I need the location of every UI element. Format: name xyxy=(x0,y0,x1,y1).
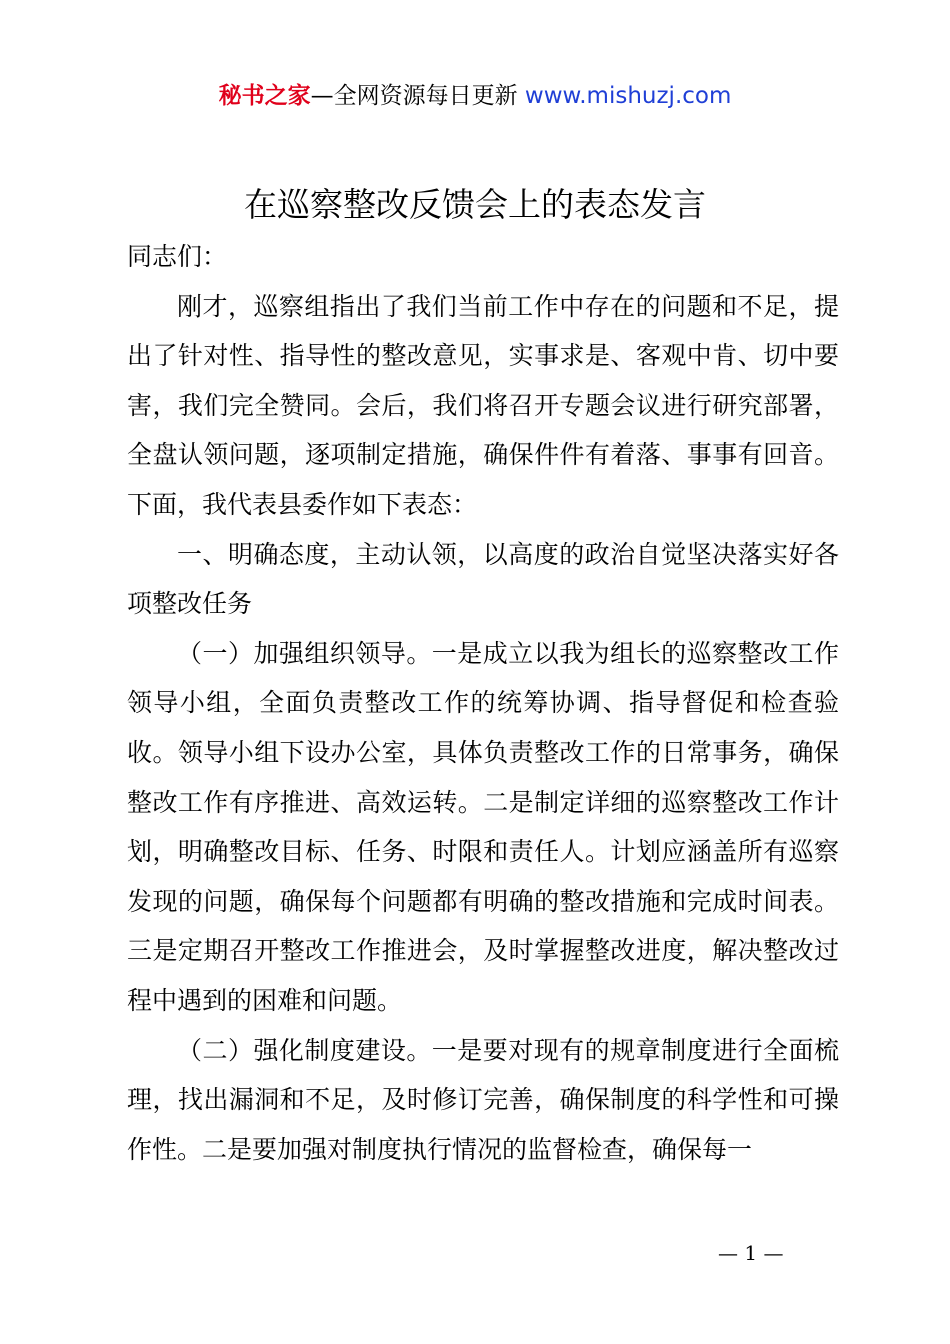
section-heading-1: 一、明确态度，主动认领，以高度的政治自觉坚决落实好各项整改任务 xyxy=(127,539,839,619)
header-url: www.mishuzj.com xyxy=(524,83,732,109)
header-tagline: —全网资源每日更新 xyxy=(310,83,525,109)
salutation: 同志们： xyxy=(127,242,228,271)
paragraph-institution: （二）强化制度建设。一是要对现有的规章制度进行全面梳理，找出漏洞和不足，及时修订完善，确保制度的科学性和可操作性。二是要加强对制度执行情况的监督检查，确保每一 xyxy=(127,1035,839,1164)
paragraph-intro: 刚才，巡察组指出了我们当前工作中存在的问题和不足，提出了针对性、指导性的整改意见，实事求是、客观中肯、切中要害，我们完全赞同。会后，我们将召开专题会议进行研究部署，全盘认领问题，逐项制定措施，确保件件有着落、事事有回音。下面，我代表县委作如下表态： xyxy=(127,291,839,519)
paragraph-organization: （一）加强组织领导。一是成立以我为组长的巡察整改工作领导小组，全面负责整改工作的统筹协调、指导督促和检查验收。领导小组下设办公室，具体负责整改工作的日常事务，确保整改工作有序推进、高效运转。二是制定详细的巡察整改工作计划，明确整改目标、任务、时限和责任人。计划应涵盖所有巡察发现的问题，确保每个问题都有明确的整改措施和完成时间表。三是定期召开整改工作推进会，及时掌握整改进度，解决整改过程中遇到的困难和问题。 xyxy=(127,638,839,1015)
document-body xyxy=(127,232,839,1174)
site-header xyxy=(0,80,950,112)
page-number: — 1 — xyxy=(718,1241,784,1265)
brand-name: 秘书之家 xyxy=(218,83,311,109)
document-title: 在巡察整改反馈会上的表态发言 xyxy=(244,185,706,224)
